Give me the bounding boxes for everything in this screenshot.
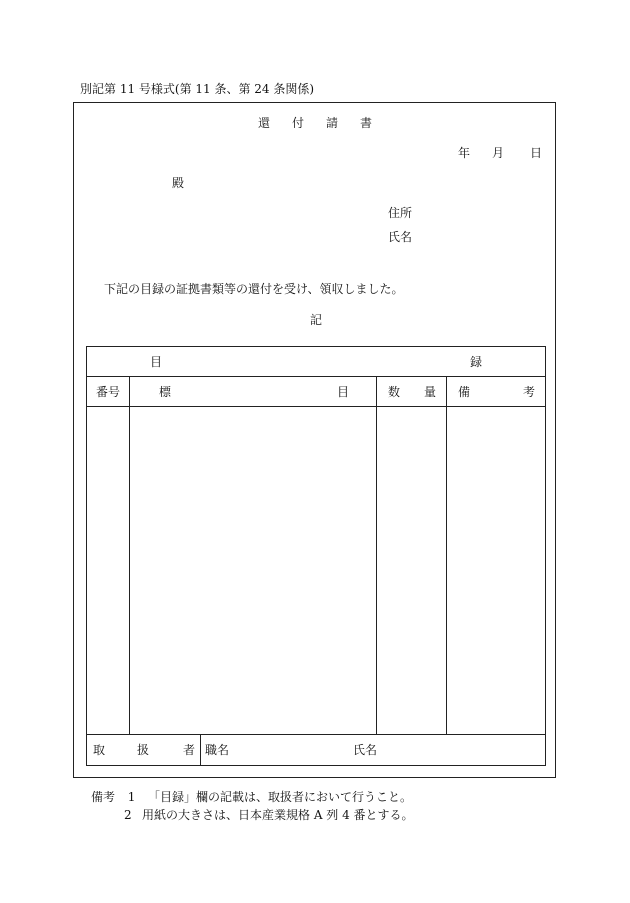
mokuroku-header-left: 目 bbox=[150, 355, 163, 369]
name-label: 氏名 bbox=[388, 230, 413, 244]
title-char: 書 bbox=[360, 116, 373, 130]
ki-heading: 記 bbox=[310, 313, 323, 327]
col-number-header: 番号 bbox=[96, 385, 121, 399]
addressee-suffix: 殿 bbox=[172, 176, 185, 190]
table-rule bbox=[87, 734, 545, 735]
note-item: 用紙の大きさは、日本産業規格 A 列 4 番とする。 bbox=[142, 808, 414, 822]
inventory-table bbox=[86, 346, 546, 766]
title-char: 請 bbox=[326, 116, 339, 130]
note-item: 「目録」欄の記載は、取扱者において行うこと。 bbox=[148, 790, 413, 804]
table-rule bbox=[446, 376, 447, 734]
date-day: 日 bbox=[530, 146, 543, 160]
table-rule bbox=[376, 376, 377, 734]
notes-header: 備考 bbox=[91, 790, 116, 804]
note-number: 2 bbox=[124, 808, 132, 822]
form-number-label: 別記第 11 号様式(第 11 条、第 24 条関係) bbox=[80, 82, 315, 96]
handler-label-char: 者 bbox=[183, 743, 196, 757]
table-rule bbox=[87, 406, 545, 407]
table-rule bbox=[87, 376, 545, 377]
title-char: 付 bbox=[292, 116, 305, 130]
col-label-header-right: 目 bbox=[337, 385, 350, 399]
handler-name-label: 氏名 bbox=[353, 743, 378, 757]
table-rule bbox=[129, 376, 130, 734]
title-char: 還 bbox=[258, 116, 271, 130]
col-remarks-header-right: 考 bbox=[523, 385, 536, 399]
address-label: 住所 bbox=[388, 206, 413, 220]
document-title bbox=[258, 117, 394, 129]
date-line bbox=[458, 147, 542, 159]
col-remarks-header-left: 備 bbox=[458, 385, 471, 399]
mokuroku-header-right: 録 bbox=[470, 355, 483, 369]
handler-label-char: 取 bbox=[93, 743, 106, 757]
col-qty-header-left: 数 bbox=[388, 385, 401, 399]
table-rule bbox=[200, 734, 201, 765]
col-qty-header-right: 量 bbox=[424, 385, 437, 399]
date-year: 年 bbox=[458, 146, 471, 160]
receipt-statement: 下記の目録の証拠書類等の還付を受け、領収しました。 bbox=[104, 282, 404, 296]
date-month: 月 bbox=[492, 146, 505, 160]
note-number: 1 bbox=[127, 790, 136, 804]
notes-line-2 bbox=[124, 809, 414, 821]
position-label: 職名 bbox=[205, 743, 230, 757]
notes-line-1 bbox=[91, 791, 412, 803]
handler-label-char: 扱 bbox=[137, 743, 150, 757]
col-label-header-left: 標 bbox=[159, 385, 172, 399]
